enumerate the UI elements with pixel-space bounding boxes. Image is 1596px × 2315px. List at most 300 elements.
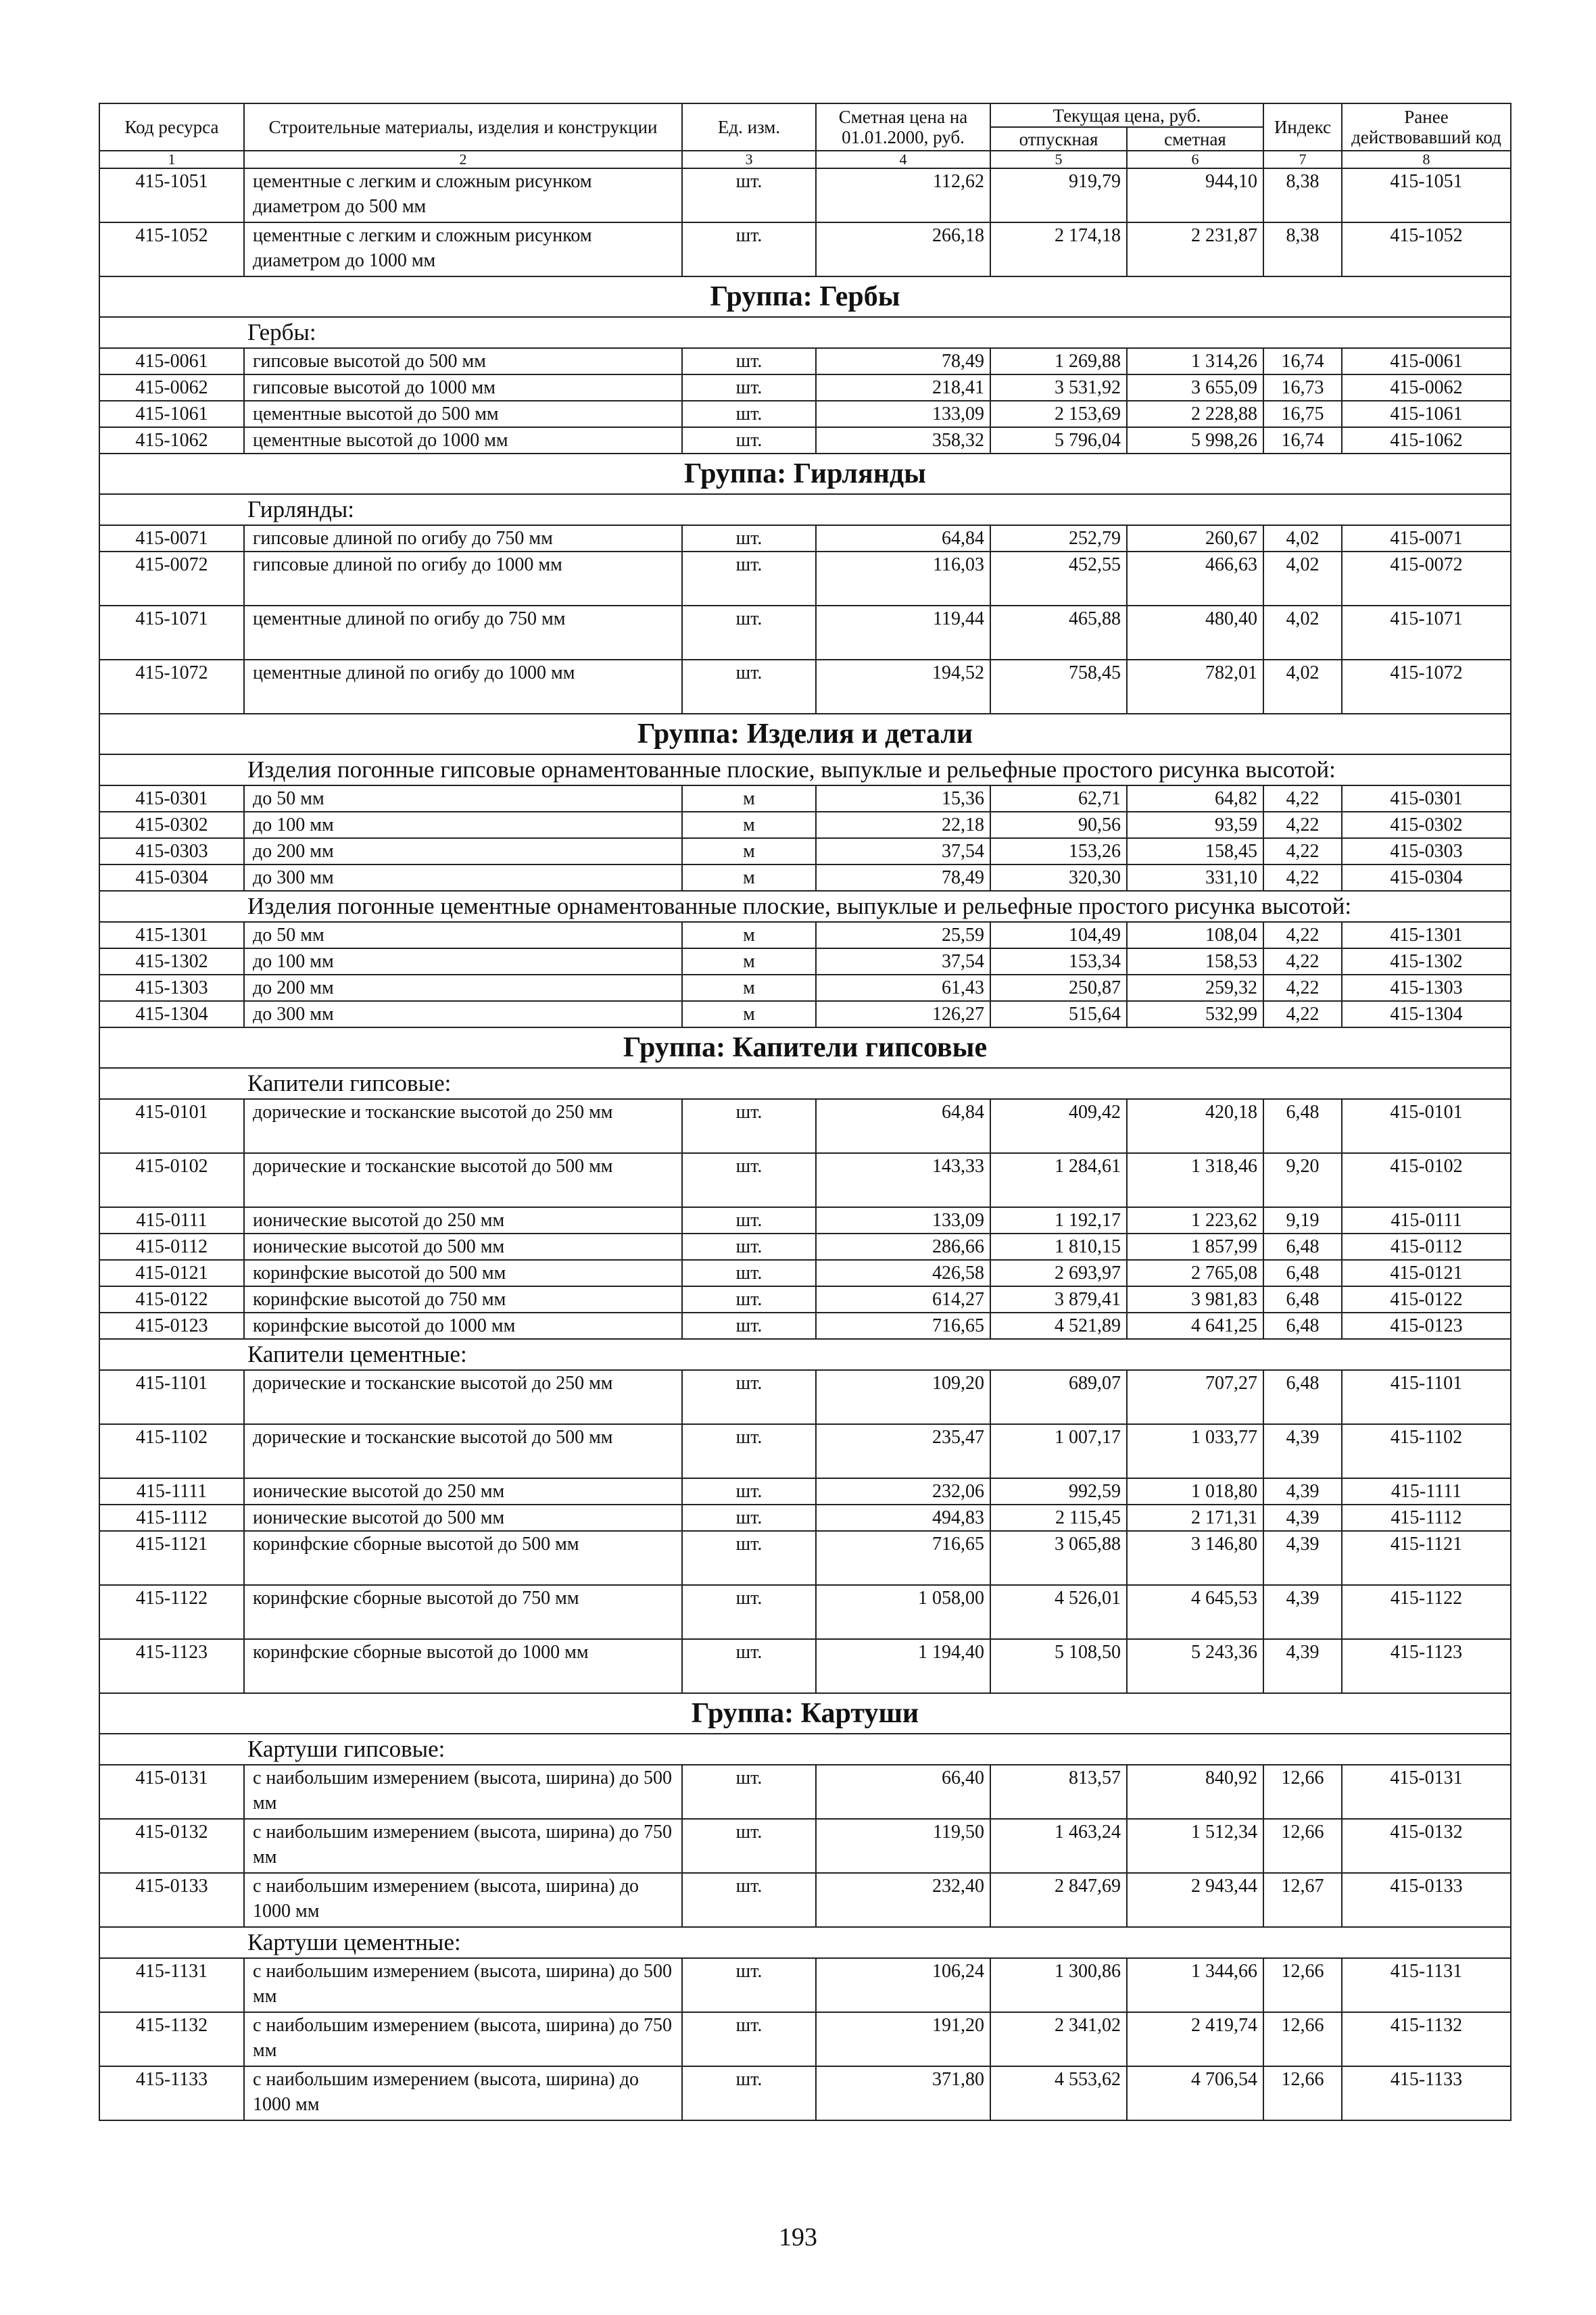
- estimate-price: 2 419,74: [1127, 2012, 1263, 2066]
- table-row: [99, 1585, 1511, 1639]
- material-name: до 300 мм: [244, 864, 682, 891]
- unit: шт.: [682, 1260, 816, 1286]
- material-name: цементные длиной по огибу до 1000 мм: [244, 660, 682, 714]
- base-price: 1 194,40: [816, 1639, 990, 1693]
- resource-code: 415-1123: [99, 1639, 244, 1693]
- resource-code: 415-0304: [99, 864, 244, 891]
- header-index: Индекс: [1263, 103, 1342, 151]
- unit: шт.: [682, 552, 816, 606]
- resource-code: 415-1304: [99, 1001, 244, 1027]
- table-row: [99, 1207, 1511, 1234]
- subgroup-heading: Картуши цементные:: [99, 1927, 1511, 1958]
- base-price: 143,33: [816, 1153, 990, 1207]
- release-price: 1 192,17: [990, 1207, 1127, 1234]
- table-row: [99, 168, 1511, 222]
- unit: м: [682, 922, 816, 948]
- resource-code: 415-1132: [99, 2012, 244, 2066]
- price-index: 6,48: [1263, 1099, 1342, 1153]
- col-number: 5: [990, 151, 1127, 168]
- unit: шт.: [682, 1099, 816, 1153]
- unit: м: [682, 948, 816, 975]
- table-row: [99, 1234, 1511, 1260]
- table-row: [99, 1370, 1511, 1424]
- price-index: 9,19: [1263, 1207, 1342, 1234]
- resource-code: 415-0062: [99, 374, 244, 401]
- table-row: [99, 374, 1511, 401]
- subgroup-heading-row: [99, 1734, 1511, 1765]
- price-index: 12,66: [1263, 1819, 1342, 1873]
- previous-code: 415-1303: [1342, 975, 1511, 1001]
- unit: шт.: [682, 222, 816, 276]
- previous-code: 415-0304: [1342, 864, 1511, 891]
- table-header: [99, 103, 1511, 168]
- group-heading: Группа: Гербы: [99, 276, 1511, 317]
- base-price: 266,18: [816, 222, 990, 276]
- previous-code: 415-1061: [1342, 401, 1511, 427]
- group-heading: Группа: Изделия и детали: [99, 714, 1511, 754]
- previous-code: 415-1112: [1342, 1505, 1511, 1531]
- price-table: [99, 103, 1512, 2121]
- previous-code: 415-0101: [1342, 1099, 1511, 1153]
- price-index: 4,22: [1263, 975, 1342, 1001]
- material-name: коринфские сборные высотой до 750 мм: [244, 1585, 682, 1639]
- resource-code: 415-1121: [99, 1531, 244, 1585]
- release-price: 1 300,86: [990, 1958, 1127, 2012]
- price-index: 12,66: [1263, 2066, 1342, 2120]
- previous-code: 415-1132: [1342, 2012, 1511, 2066]
- previous-code: 415-1122: [1342, 1585, 1511, 1639]
- material-name: коринфские сборные высотой до 500 мм: [244, 1531, 682, 1585]
- material-name: с наибольшим измерением (высота, ширина) до 500 мм: [244, 1958, 682, 2012]
- header-base-price: Сметная цена на 01.01.2000, руб.: [816, 103, 990, 151]
- estimate-price: 1 033,77: [1127, 1424, 1263, 1478]
- estimate-price: 4 706,54: [1127, 2066, 1263, 2120]
- estimate-price: 944,10: [1127, 168, 1263, 222]
- material-name: с наибольшим измерением (высота, ширина) до 750 мм: [244, 1819, 682, 1873]
- previous-code: 415-0132: [1342, 1819, 1511, 1873]
- previous-code: 415-1121: [1342, 1531, 1511, 1585]
- table-row: [99, 1639, 1511, 1693]
- material-name: гипсовые высотой до 500 мм: [244, 348, 682, 374]
- material-name: до 50 мм: [244, 922, 682, 948]
- previous-code: 415-1133: [1342, 2066, 1511, 2120]
- previous-code: 415-0121: [1342, 1260, 1511, 1286]
- price-index: 12,66: [1263, 2012, 1342, 2066]
- estimate-price: 1 223,62: [1127, 1207, 1263, 1234]
- material-name: ионические высотой до 250 мм: [244, 1207, 682, 1234]
- price-index: 16,73: [1263, 374, 1342, 401]
- estimate-price: 5 243,36: [1127, 1639, 1263, 1693]
- unit: шт.: [682, 1505, 816, 1531]
- estimate-price: 2 943,44: [1127, 1873, 1263, 1927]
- resource-code: 415-0121: [99, 1260, 244, 1286]
- table-body: [99, 168, 1511, 2120]
- price-index: 4,22: [1263, 922, 1342, 948]
- subgroup-heading: Картуши гипсовые:: [99, 1734, 1511, 1765]
- price-index: 8,38: [1263, 168, 1342, 222]
- price-index: 4,22: [1263, 948, 1342, 975]
- base-price: 426,58: [816, 1260, 990, 1286]
- base-price: 133,09: [816, 1207, 990, 1234]
- table-row: [99, 1153, 1511, 1207]
- table-row: [99, 838, 1511, 864]
- unit: шт.: [682, 2012, 816, 2066]
- base-price: 116,03: [816, 552, 990, 606]
- price-index: 6,48: [1263, 1313, 1342, 1339]
- subgroup-heading: Изделия погонные цементные орнаментованные плоские, выпуклые и рельефные простого рисунка высотой:: [99, 891, 1511, 922]
- price-index: 4,39: [1263, 1639, 1342, 1693]
- base-price: 64,84: [816, 525, 990, 552]
- col-number: 1: [99, 151, 244, 168]
- release-price: 104,49: [990, 922, 1127, 948]
- estimate-price: 158,53: [1127, 948, 1263, 975]
- col-number: 6: [1127, 151, 1263, 168]
- price-index: 6,48: [1263, 1234, 1342, 1260]
- unit: шт.: [682, 374, 816, 401]
- resource-code: 415-0133: [99, 1873, 244, 1927]
- col-number: 2: [244, 151, 682, 168]
- estimate-price: 1 857,99: [1127, 1234, 1263, 1260]
- material-name: цементные высотой до 1000 мм: [244, 427, 682, 454]
- estimate-price: 1 512,34: [1127, 1819, 1263, 1873]
- material-name: дорические и тосканские высотой до 500 мм: [244, 1424, 682, 1478]
- table-row: [99, 1873, 1511, 1927]
- previous-code: 415-0303: [1342, 838, 1511, 864]
- base-price: 232,06: [816, 1478, 990, 1505]
- material-name: цементные длиной по огибу до 750 мм: [244, 606, 682, 660]
- material-name: цементные высотой до 500 мм: [244, 401, 682, 427]
- price-index: 6,48: [1263, 1370, 1342, 1424]
- previous-code: 415-1131: [1342, 1958, 1511, 2012]
- estimate-price: 158,45: [1127, 838, 1263, 864]
- material-name: гипсовые высотой до 1000 мм: [244, 374, 682, 401]
- unit: шт.: [682, 401, 816, 427]
- price-index: 8,38: [1263, 222, 1342, 276]
- col-number: 7: [1263, 151, 1342, 168]
- resource-code: 415-0132: [99, 1819, 244, 1873]
- previous-code: 415-0302: [1342, 812, 1511, 838]
- previous-code: 415-1123: [1342, 1639, 1511, 1693]
- estimate-price: 532,99: [1127, 1001, 1263, 1027]
- resource-code: 415-1101: [99, 1370, 244, 1424]
- material-name: до 50 мм: [244, 785, 682, 812]
- release-price: 153,26: [990, 838, 1127, 864]
- price-index: 4,39: [1263, 1585, 1342, 1639]
- resource-code: 415-0302: [99, 812, 244, 838]
- previous-code: 415-0131: [1342, 1765, 1511, 1819]
- previous-code: 415-0112: [1342, 1234, 1511, 1260]
- release-price: 813,57: [990, 1765, 1127, 1819]
- previous-code: 415-1102: [1342, 1424, 1511, 1478]
- base-price: 119,44: [816, 606, 990, 660]
- unit: шт.: [682, 1639, 816, 1693]
- resource-code: 415-0303: [99, 838, 244, 864]
- subgroup-heading: Капители гипсовые:: [99, 1068, 1511, 1099]
- previous-code: 415-0102: [1342, 1153, 1511, 1207]
- table-row: [99, 1286, 1511, 1313]
- table-row: [99, 1505, 1511, 1531]
- group-heading-row: [99, 1693, 1511, 1734]
- material-name: гипсовые длиной по огибу до 750 мм: [244, 525, 682, 552]
- resource-code: 415-0112: [99, 1234, 244, 1260]
- unit: м: [682, 785, 816, 812]
- base-price: 358,32: [816, 427, 990, 454]
- release-price: 409,42: [990, 1099, 1127, 1153]
- estimate-price: 3 655,09: [1127, 374, 1263, 401]
- subgroup-heading-row: [99, 891, 1511, 922]
- previous-code: 415-1111: [1342, 1478, 1511, 1505]
- subgroup-heading: Гербы:: [99, 317, 1511, 348]
- estimate-price: 466,63: [1127, 552, 1263, 606]
- price-index: 4,39: [1263, 1505, 1342, 1531]
- material-name: гипсовые длиной по огибу до 1000 мм: [244, 552, 682, 606]
- table-row: [99, 1531, 1511, 1585]
- estimate-price: 331,10: [1127, 864, 1263, 891]
- material-name: коринфские высотой до 1000 мм: [244, 1313, 682, 1339]
- resource-code: 415-1131: [99, 1958, 244, 2012]
- price-index: 16,75: [1263, 401, 1342, 427]
- release-price: 4 521,89: [990, 1313, 1127, 1339]
- previous-code: 415-1051: [1342, 168, 1511, 222]
- base-price: 109,20: [816, 1370, 990, 1424]
- base-price: 194,52: [816, 660, 990, 714]
- release-price: 62,71: [990, 785, 1127, 812]
- resource-code: 415-1062: [99, 427, 244, 454]
- unit: м: [682, 1001, 816, 1027]
- previous-code: 415-0123: [1342, 1313, 1511, 1339]
- table-row: [99, 1819, 1511, 1873]
- table-row: [99, 552, 1511, 606]
- estimate-price: 2 171,31: [1127, 1505, 1263, 1531]
- table-row: [99, 1313, 1511, 1339]
- estimate-price: 4 645,53: [1127, 1585, 1263, 1639]
- resource-code: 415-1102: [99, 1424, 244, 1478]
- previous-code: 415-0122: [1342, 1286, 1511, 1313]
- table-row: [99, 1001, 1511, 1027]
- estimate-price: 420,18: [1127, 1099, 1263, 1153]
- price-index: 4,22: [1263, 785, 1342, 812]
- base-price: 1 058,00: [816, 1585, 990, 1639]
- price-index: 12,66: [1263, 1958, 1342, 2012]
- unit: шт.: [682, 1424, 816, 1478]
- subgroup-heading: Изделия погонные гипсовые орнаментованные плоские, выпуклые и рельефные простого рисунка высотой:: [99, 754, 1511, 785]
- base-price: 66,40: [816, 1765, 990, 1819]
- base-price: 371,80: [816, 2066, 990, 2120]
- table-row: [99, 948, 1511, 975]
- release-price: 250,87: [990, 975, 1127, 1001]
- table-row: [99, 2066, 1511, 2120]
- resource-code: 415-0123: [99, 1313, 244, 1339]
- base-price: 235,47: [816, 1424, 990, 1478]
- material-name: с наибольшим измерением (высота, ширина) до 500 мм: [244, 1765, 682, 1819]
- estimate-price: 108,04: [1127, 922, 1263, 948]
- unit: шт.: [682, 1370, 816, 1424]
- release-price: 1 810,15: [990, 1234, 1127, 1260]
- table-row: [99, 606, 1511, 660]
- base-price: 112,62: [816, 168, 990, 222]
- release-price: 2 153,69: [990, 401, 1127, 427]
- header-estimate: сметная: [1127, 127, 1263, 151]
- resource-code: 415-1071: [99, 606, 244, 660]
- unit: шт.: [682, 1478, 816, 1505]
- unit: шт.: [682, 1234, 816, 1260]
- previous-code: 415-1071: [1342, 606, 1511, 660]
- resource-code: 415-0061: [99, 348, 244, 374]
- unit: шт.: [682, 606, 816, 660]
- subgroup-heading: Гирлянды:: [99, 494, 1511, 525]
- price-index: 12,67: [1263, 1873, 1342, 1927]
- base-price: 78,49: [816, 348, 990, 374]
- base-price: 106,24: [816, 1958, 990, 2012]
- estimate-price: 1 018,80: [1127, 1478, 1263, 1505]
- col-number: 3: [682, 151, 816, 168]
- previous-code: 415-0071: [1342, 525, 1511, 552]
- price-index: 4,39: [1263, 1424, 1342, 1478]
- unit: шт.: [682, 1958, 816, 2012]
- unit: шт.: [682, 1531, 816, 1585]
- table-row: [99, 222, 1511, 276]
- header-code: Код ресурса: [99, 103, 244, 151]
- table-row: [99, 660, 1511, 714]
- header-name: Строительные материалы, изделия и конструкции: [244, 103, 682, 151]
- estimate-price: 4 641,25: [1127, 1313, 1263, 1339]
- header-release: отпускная: [990, 127, 1127, 151]
- base-price: 614,27: [816, 1286, 990, 1313]
- previous-code: 415-0072: [1342, 552, 1511, 606]
- group-heading: Группа: Капители гипсовые: [99, 1027, 1511, 1068]
- base-price: 232,40: [816, 1873, 990, 1927]
- material-name: ионические высотой до 250 мм: [244, 1478, 682, 1505]
- release-price: 2 174,18: [990, 222, 1127, 276]
- subgroup-heading-row: [99, 1339, 1511, 1370]
- material-name: до 100 мм: [244, 812, 682, 838]
- col-number: 8: [1342, 151, 1511, 168]
- base-price: 126,27: [816, 1001, 990, 1027]
- price-index: 4,39: [1263, 1478, 1342, 1505]
- estimate-price: 3 981,83: [1127, 1286, 1263, 1313]
- previous-code: 415-0061: [1342, 348, 1511, 374]
- base-price: 64,84: [816, 1099, 990, 1153]
- price-index: 4,22: [1263, 864, 1342, 891]
- unit: шт.: [682, 427, 816, 454]
- table-row: [99, 812, 1511, 838]
- unit: м: [682, 812, 816, 838]
- base-price: 494,83: [816, 1505, 990, 1531]
- release-price: 2 693,97: [990, 1260, 1127, 1286]
- material-name: дорические и тосканские высотой до 500 мм: [244, 1153, 682, 1207]
- price-index: 4,02: [1263, 660, 1342, 714]
- material-name: коринфские высотой до 500 мм: [244, 1260, 682, 1286]
- material-name: цементные с легким и сложным рисунком диаметром до 500 мм: [244, 168, 682, 222]
- release-price: 4 553,62: [990, 2066, 1127, 2120]
- group-heading: Группа: Картуши: [99, 1693, 1511, 1734]
- base-price: 191,20: [816, 2012, 990, 2066]
- release-price: 3 531,92: [990, 374, 1127, 401]
- subgroup-heading-row: [99, 317, 1511, 348]
- release-price: 3 065,88: [990, 1531, 1127, 1585]
- price-index: 4,02: [1263, 525, 1342, 552]
- unit: м: [682, 838, 816, 864]
- unit: шт.: [682, 525, 816, 552]
- resource-code: 415-1111: [99, 1478, 244, 1505]
- table-row: [99, 1478, 1511, 1505]
- base-price: 218,41: [816, 374, 990, 401]
- material-name: до 100 мм: [244, 948, 682, 975]
- price-index: 16,74: [1263, 348, 1342, 374]
- unit: шт.: [682, 168, 816, 222]
- release-price: 758,45: [990, 660, 1127, 714]
- material-name: коринфские высотой до 750 мм: [244, 1286, 682, 1313]
- base-price: 25,59: [816, 922, 990, 948]
- unit: шт.: [682, 2066, 816, 2120]
- estimate-price: 260,67: [1127, 525, 1263, 552]
- resource-code: 415-1072: [99, 660, 244, 714]
- release-price: 2 115,45: [990, 1505, 1127, 1531]
- price-index: 12,66: [1263, 1765, 1342, 1819]
- release-price: 5 108,50: [990, 1639, 1127, 1693]
- subgroup-heading-row: [99, 494, 1511, 525]
- col-number: 4: [816, 151, 990, 168]
- table-row: [99, 1424, 1511, 1478]
- material-name: дорические и тосканские высотой до 250 мм: [244, 1370, 682, 1424]
- table-row: [99, 1958, 1511, 2012]
- estimate-price: 480,40: [1127, 606, 1263, 660]
- resource-code: 415-1112: [99, 1505, 244, 1531]
- base-price: 119,50: [816, 1819, 990, 1873]
- table-row: [99, 922, 1511, 948]
- price-index: 16,74: [1263, 427, 1342, 454]
- table-row: [99, 1260, 1511, 1286]
- resource-code: 415-1061: [99, 401, 244, 427]
- estimate-price: 259,32: [1127, 975, 1263, 1001]
- resource-code: 415-0122: [99, 1286, 244, 1313]
- release-price: 3 879,41: [990, 1286, 1127, 1313]
- table-row: [99, 427, 1511, 454]
- resource-code: 415-0101: [99, 1099, 244, 1153]
- header-prev-code: Ранее действовавший код: [1342, 103, 1511, 151]
- table-row: [99, 2012, 1511, 2066]
- estimate-price: 5 998,26: [1127, 427, 1263, 454]
- price-index: 9,20: [1263, 1153, 1342, 1207]
- material-name: коринфские сборные высотой до 1000 мм: [244, 1639, 682, 1693]
- unit: шт.: [682, 1585, 816, 1639]
- release-price: 689,07: [990, 1370, 1127, 1424]
- group-heading: Группа: Гирлянды: [99, 454, 1511, 494]
- resource-code: 415-1051: [99, 168, 244, 222]
- resource-code: 415-0301: [99, 785, 244, 812]
- group-heading-row: [99, 454, 1511, 494]
- resource-code: 415-0131: [99, 1765, 244, 1819]
- release-price: 252,79: [990, 525, 1127, 552]
- previous-code: 415-1301: [1342, 922, 1511, 948]
- subgroup-heading-row: [99, 1068, 1511, 1099]
- price-index: 6,48: [1263, 1260, 1342, 1286]
- material-name: дорические и тосканские высотой до 250 мм: [244, 1099, 682, 1153]
- release-price: 2 341,02: [990, 2012, 1127, 2066]
- base-price: 61,43: [816, 975, 990, 1001]
- price-index: 4,22: [1263, 838, 1342, 864]
- previous-code: 415-0111: [1342, 1207, 1511, 1234]
- base-price: 716,65: [816, 1313, 990, 1339]
- unit: шт.: [682, 1819, 816, 1873]
- header-unit: Ед. изм.: [682, 103, 816, 151]
- release-price: 465,88: [990, 606, 1127, 660]
- previous-code: 415-1302: [1342, 948, 1511, 975]
- base-price: 15,36: [816, 785, 990, 812]
- header-current-price: Текущая цена, руб.: [990, 103, 1263, 127]
- resource-code: 415-1052: [99, 222, 244, 276]
- unit: шт.: [682, 1765, 816, 1819]
